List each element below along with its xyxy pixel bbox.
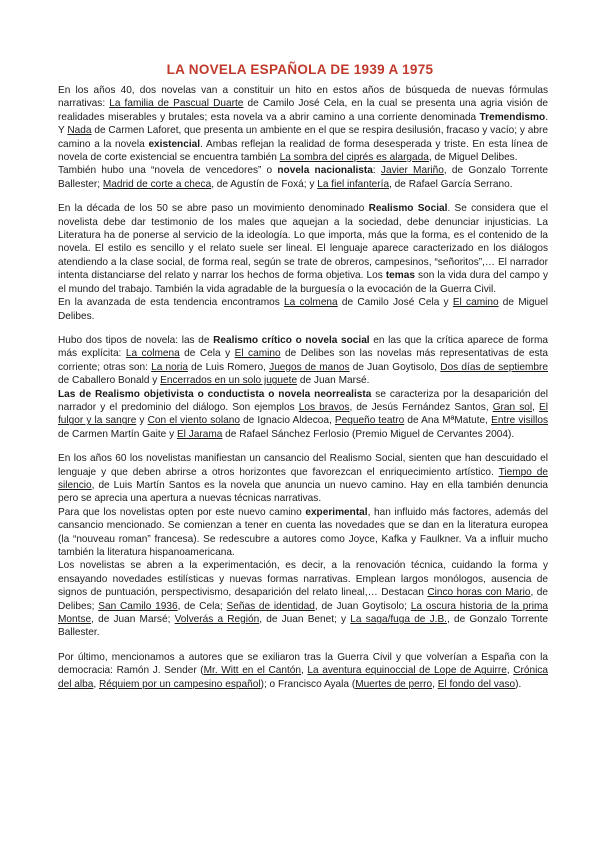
document-body: [58, 84, 548, 691]
text-run: ); o Francisco Ayala (: [260, 678, 356, 690]
book-title: Mr. Witt en el Cantón: [203, 665, 301, 677]
book-title: La sombra del ciprés es alargada: [279, 152, 429, 164]
key-term: Realismo crítico o novela social: [213, 334, 370, 346]
text-run: ,: [93, 678, 99, 690]
book-title: Encerrados en un solo juguete: [160, 375, 298, 387]
text-run: de Luis Romero,: [187, 361, 270, 373]
text-run: de Ignacio Aldecoa,: [239, 415, 335, 427]
text-run: En la avanzada de esta tendencia encontramos: [58, 297, 285, 309]
text-run: de Cela y: [179, 348, 235, 360]
book-title: Volverás a Región: [174, 614, 260, 626]
text-run: de Camilo José Cela, en la cual se presenta una agria visión de realidades miserables y brutales; esta novela va a abrir camino a una corriente denominada: [58, 98, 548, 123]
text-run: . Ambas reflejan la realidad de forma desesperada y triste. En esta línea de novela de corte existencial se encuentra también: [58, 138, 548, 164]
book-title: La colmena: [125, 348, 180, 360]
paragraph-p-tipos: [58, 334, 548, 388]
key-term: Las de Realismo objetivista o conductista o novela neorrealista: [58, 388, 372, 400]
book-title: Nada: [67, 125, 92, 137]
book-title: La saga/fuga de J.B.: [350, 614, 447, 626]
book-title: La aventura equinoccial de Lope de Aguirre: [307, 665, 507, 677]
paragraph-p60s-b: [58, 506, 548, 560]
text-run: ,: [432, 678, 438, 690]
book-title: La familia de Pascual Duarte: [109, 98, 244, 110]
text-run: de Carmen Martín Gaite y: [58, 428, 177, 440]
text-run: de Camilo José Cela y: [337, 297, 453, 309]
text-run: de Caballero Bonald y: [58, 375, 161, 387]
paragraph-gap: [58, 640, 548, 651]
book-title: Entre visillos: [491, 415, 549, 427]
paragraph-gap: [58, 441, 548, 452]
text-run: , de Cela;: [177, 600, 227, 612]
text-run: :: [372, 165, 381, 177]
text-run: , de Gonzalo Torrente Ballester;: [58, 165, 548, 190]
paragraph-p40s-b: [58, 164, 548, 191]
text-run: . Se considera que el novelista debe dar testimonio de los males que aquejan a la sociedad, debe denunciar injusticias. La Literatura ha de ponerse al servicio de la ideología. Lo que importa, más que la forma, es el contenido de la novela. El estilo es sencillo y el relato suele ser lineal. El lenguaje aparece caracterizado en los diálogos atendiendo a la clase social, de forma real, según se trate de obreros, campesinos, “señoritos”,… El narrador intenta distanciarse del relato y narrar los hechos de forma objetiva. Los: [58, 203, 548, 282]
paragraph-p-exilio: [58, 651, 548, 691]
text-run: , de Agustín de Foxá; y: [211, 178, 318, 190]
page-title: LA NOVELA ESPAÑOLA DE 1939 A 1975: [166, 62, 434, 77]
book-title: El camino: [452, 297, 499, 309]
text-run: , de Miguel Delibes.: [428, 152, 518, 164]
text-run: En la década de los 50 se abre paso un movimiento denominado: [58, 203, 369, 215]
book-title: La fiel infantería: [317, 178, 390, 190]
book-title: Javier Mariño: [380, 165, 444, 177]
book-title: Gran sol: [492, 401, 533, 413]
book-title: El camino: [234, 348, 281, 360]
text-run: También hubo una “novela de vencedores” o: [58, 165, 278, 177]
book-title: Muertes de perro: [355, 678, 433, 690]
key-term: novela nacionalista: [277, 165, 373, 177]
book-title: La noria: [151, 361, 188, 373]
book-title: Los bravos: [298, 401, 350, 413]
book-title: Con el viento solano: [147, 415, 240, 427]
text-run: y: [136, 415, 148, 427]
text-run: de Miguel Delibes.: [58, 297, 549, 322]
text-run: Hubo dos tipos de novela: las de: [58, 334, 214, 346]
text-run: de Juan Goytisolo,: [349, 361, 441, 373]
paragraph-p40s: [58, 84, 548, 164]
text-run: . Y: [58, 111, 548, 137]
book-title: Dos días de septiembre: [440, 361, 548, 373]
paragraph-gap: [58, 191, 548, 202]
book-title: Tiempo de silencio: [58, 466, 548, 491]
paragraph-p60s: [58, 452, 548, 506]
text-run: En los años 60 los novelistas manifiestan un cansancio del Realismo Social, sienten que han descuidado el lenguaje y que deben abrirse a otros horizontes que favorezcan el enriquecimiento artístico.: [58, 453, 548, 478]
text-run: Por último, mencionamos a autores que se exiliaron tras la Guerra Civil y que volverían a España con la democracia: Ramón J. Sender (: [58, 651, 548, 677]
text-run: se caracteriza por la desaparición del narrador y el predominio del diálogo. Son ejemplos: [58, 388, 548, 413]
text-run: son la vida dura del campo y el mundo del trabajo. También la vida agradable de la burguesía o la evocación de la Guerra Civil.: [58, 270, 549, 295]
text-run: , han influido más factores, además del cansancio mencionado. Se comienzan a tener en cuenta las novedades que se dan en la literatura europea (la “nouveau roman” francesa). Se redescubre a autores como Joyce, Kafka y Faulkner. Va a influir mucho también la literatura hispanoamericana.: [58, 506, 548, 558]
text-run: , de Rafael García Serrano.: [389, 178, 513, 190]
text-run: de Rafael Sánchez Ferlosio (Premio Miguel de Cervantes 2004).: [222, 428, 515, 440]
text-run: en las que la crítica aparece de forma más explícita:: [58, 334, 549, 360]
text-run: , de Luis Martín Santos es la novela que anuncia un nuevo camino. Hay en ella también denuncia pero se aprecia una apertura a nuevas técnicas narrativas.: [58, 479, 548, 505]
book-title: El fulgor y la sangre: [58, 401, 548, 427]
book-title: La colmena: [284, 297, 338, 309]
book-title: Madrid de corte a checa: [102, 178, 212, 190]
text-run: , de Jesús Fernández Santos,: [349, 401, 493, 413]
text-run: Para que los novelistas opten por este nuevo camino: [58, 506, 306, 518]
text-run: , de Gonzalo Torrente Ballester.: [58, 614, 548, 639]
text-run: ,: [506, 665, 514, 677]
paragraph-p50s-b: [58, 296, 548, 323]
text-run: ).: [515, 678, 522, 690]
text-run: ,: [532, 401, 540, 413]
book-title: Réquiem por un campesino español: [98, 678, 261, 690]
paragraph-p-objetivista: [58, 388, 548, 442]
key-term: Tremendismo: [479, 111, 546, 123]
text-run: de Juan Marsé.: [297, 375, 370, 387]
paragraph-gap: [58, 323, 548, 334]
book-title: La oscura historia de la prima Montse: [58, 600, 548, 626]
paragraph-p60s-c: [58, 559, 548, 639]
book-title: Juegos de manos: [269, 361, 350, 373]
book-title: Crónica del alba: [58, 665, 549, 690]
book-title: El fondo del vaso: [437, 678, 516, 690]
book-title: Señas de identidad: [226, 600, 315, 612]
text-run: En los años 40, dos novelas van a constituir un hito en estos años de búsqueda de nuevas fórmulas narrativas:: [58, 85, 548, 110]
book-title: Cinco horas con Mario: [427, 587, 531, 599]
text-run: ,: [301, 665, 308, 677]
key-term: Realismo Social: [368, 203, 448, 215]
text-run: , de Delibes;: [58, 587, 548, 612]
text-run: de Delibes son las novelas más representativas de esta corriente; otras son:: [58, 348, 548, 373]
key-term: existencial: [148, 138, 201, 150]
book-title: San Camilo 1936: [98, 600, 178, 612]
text-run: , de Juan Goytisolo;: [314, 600, 411, 612]
text-run: Los novelistas se abren a la experimentación, es decir, a la renovación técnica, cuidando la forma y ensayando novedades estilísticas y nuevas formas narrativas. Emplean largos monólogos, ausencia de signos de puntuación, perspectivismo, desaparición del relato lineal,… Destacan: [58, 560, 548, 599]
text-run: , de Juan Marsé;: [91, 614, 175, 626]
text-run: de Ana MªMatute,: [404, 415, 492, 427]
book-title: El Jarama: [176, 428, 223, 440]
book-title: Pequeño teatro: [334, 415, 405, 427]
text-run: , de Juan Benet; y: [259, 614, 351, 626]
key-term: temas: [385, 270, 415, 282]
text-run: de Carmen Laforet, que presenta un ambiente en el que se respira desilusión, fracaso y vacío; y abre camino a la novela: [58, 125, 548, 150]
key-term: experimental: [305, 506, 368, 518]
paragraph-p50s: [58, 202, 548, 296]
